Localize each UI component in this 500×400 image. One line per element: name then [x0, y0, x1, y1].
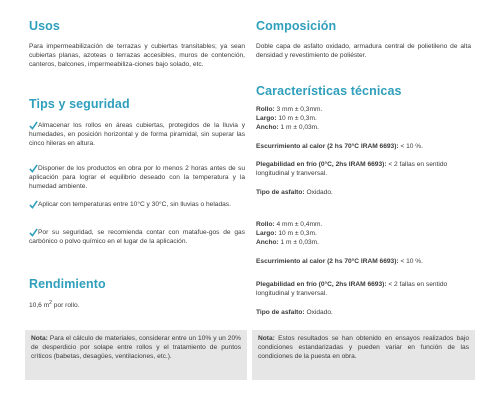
spec-ancho: Ancho: 1 m ± 0,03m. [256, 124, 319, 131]
spec-plegabilidad: Plegabilidad en frío (0°C, 2hs IRAM 6693): < 2 fallas en sentido longitudinal y tranversal. [256, 281, 448, 297]
tip-text: Aplicar con temperaturas entre 10°C y 30°C, sin lluvias o heladas. [38, 201, 231, 208]
checkmark-icon [29, 200, 38, 209]
checkmark-icon [29, 228, 38, 237]
checkmark-icon [29, 164, 38, 173]
rendimiento-text: 10,6 $m^2$ por rollo. [29, 299, 80, 309]
usos-text: Para impermeabilización de terrazas y cubiertas transitables; ya sean cubiertas planas, azoteas o terrazas accesibles, muros de contención, canteros, balcones, impermeabiliza-ciones bajo solado, etc. [29, 43, 245, 68]
spec-rollo: Rollo: 4 mm ± 0,4mm. [256, 221, 323, 228]
spec-plegabilidad: Plegabilidad en frío (0°C, 2hs IRAM 6693): < 2 fallas en sentido longitudinal y tranversal. [256, 161, 448, 177]
tip-item [29, 200, 245, 209]
spec-largo: Largo: 10 m ± 0,3m. [256, 230, 317, 237]
tip-text: Por su seguridad, se recomienda contar con matafue-gos de gas carbónico o polvo químico en el lugar de la aplicación. [29, 229, 245, 245]
usos-heading: Usos [29, 19, 60, 33]
spec-ancho: Ancho: 1 m ± 0,03m. [256, 239, 319, 246]
tip-item [29, 228, 245, 246]
checkmark-icon [29, 121, 38, 130]
tip-text: Almacenar los rollos en áreas cubiertas, protegidos de la lluvia y humedades, en posición horizontal y de forma piramidal, sin superar las cinco hileras en altura. [29, 122, 245, 147]
spec-escurrimiento: Escurrimiento al calor (2 hs 70°C IRAM 6693): < 10 %. [256, 258, 424, 265]
composicion-heading: Composición [256, 19, 337, 33]
rendimiento-heading: Rendimiento [29, 277, 106, 291]
spec-largo: Largo: 10 m ± 0,3m. [256, 115, 317, 122]
tip-item [29, 164, 245, 191]
spec-tipo-asfalto: Tipo de asfalto: Oxidado. [256, 309, 333, 316]
tip-text: Disponer de los productos en obra por lo menos 2 horas antes de su aplicación para lograr el equilibrio deseado con la temperatura y la humedad ambiente. [29, 165, 245, 190]
spec-escurrimiento: Escurrimiento al calor (2 hs 70°C IRAM 6693): < 10 %. [256, 143, 424, 150]
tip-item [29, 121, 245, 148]
composicion-text: Doble capa de asfalto oxidado, armadura central de polietileno de alta densidad y revestimiento de poliéster. [256, 43, 471, 59]
spec-rollo: Rollo: 3 mm ± 0,3mm. [256, 106, 323, 113]
tips-heading: Tips y seguridad [29, 97, 130, 111]
caracteristicas-heading: Características técnicas [256, 84, 402, 98]
note-box-left: Nota: Para el cálculo de materiales, considerar entre un 10% y un 20% de desperdicio por solape entre rollos y el tratamiento de puntos críticos (babetas, desagües, ventilaciones, etc.). [25, 330, 247, 380]
note-box-right: Nota: Estos resultados se han obtenido en ensayos realizados bajo condiciones estandarizadas y pueden variar en función de las condiciones de la puesta en obra. [252, 330, 475, 380]
spec-tipo-asfalto: Tipo de asfalto: Oxidado. [256, 189, 333, 196]
